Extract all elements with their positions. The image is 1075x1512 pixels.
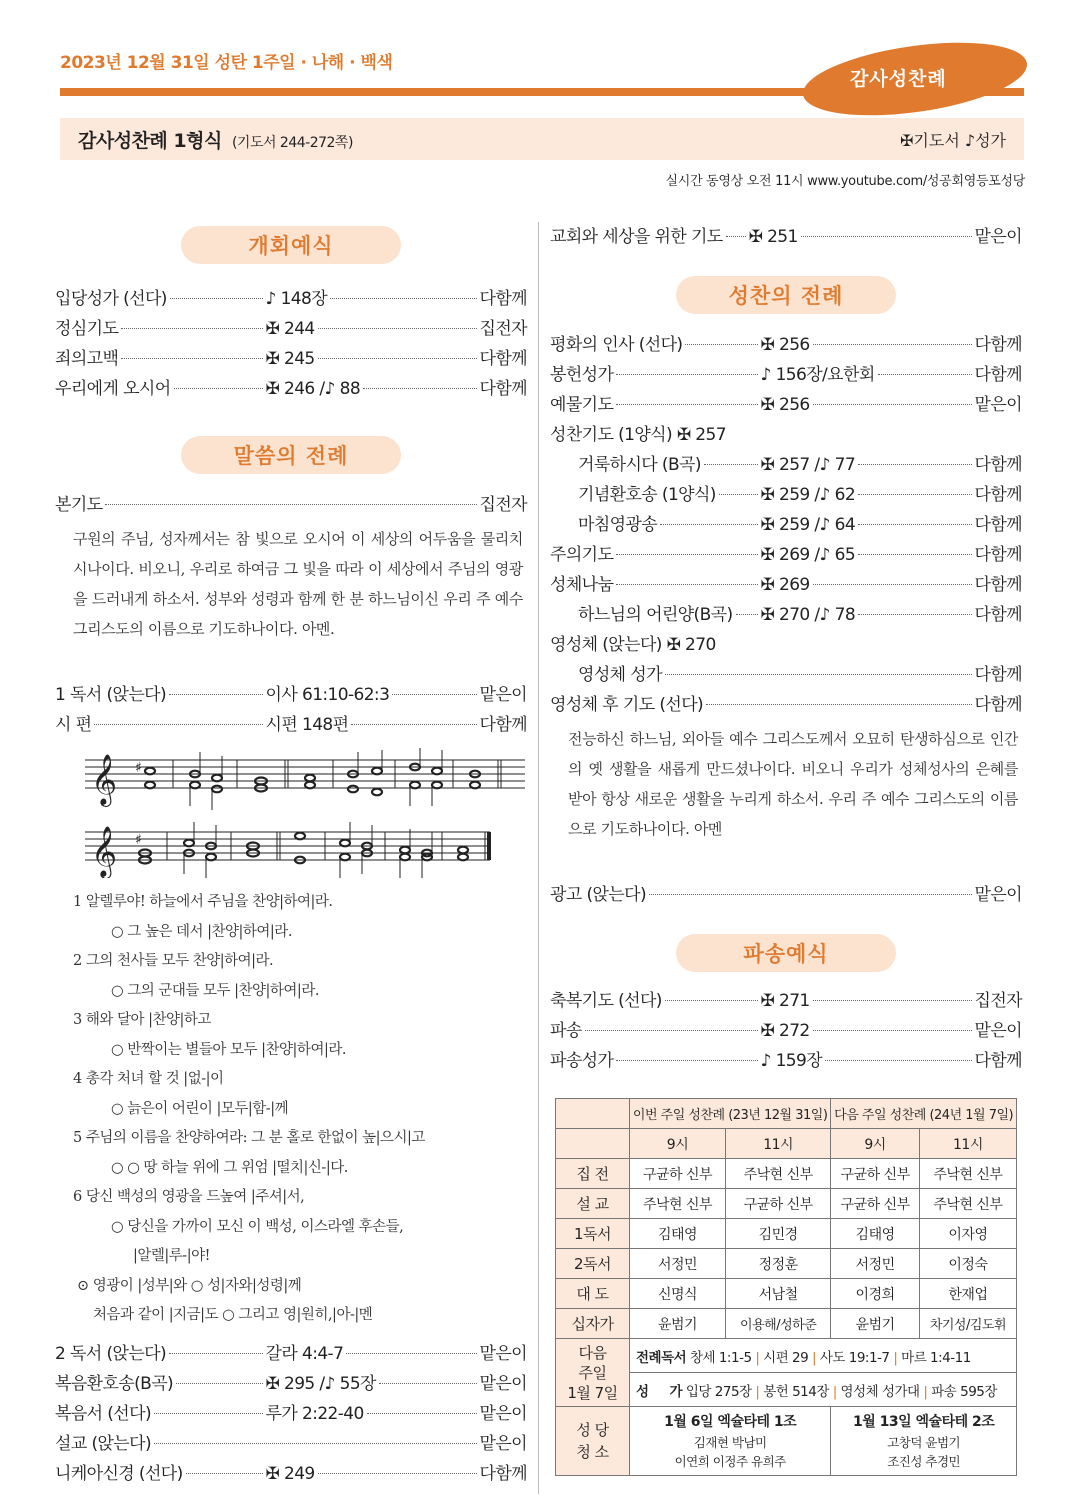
row-ref: ✠ 295 /♪ 55장 <box>265 1373 376 1394</box>
order-row <box>55 344 527 374</box>
table-cell: 김태영 <box>831 1219 920 1249</box>
row-label: 우리에게 오시어 <box>55 379 171 399</box>
order-row-communion-hymn <box>550 660 1022 690</box>
row-ref: ✠ 256 <box>760 395 810 415</box>
cleaning-row <box>556 1407 1017 1476</box>
svg-text:♯: ♯ <box>135 760 142 776</box>
table-cell: 이용해/성하준 <box>726 1309 831 1339</box>
hymns-label: 성 가 <box>636 1383 683 1400</box>
order-row <box>550 390 1022 420</box>
row-ref: ♪ 148장 <box>265 289 328 309</box>
row-ref: ♪ 159장 <box>760 1051 823 1071</box>
psalm-line: 5 주님의 이름을 찬양하여라: 그 분 홀로 한없이 높|으시|고 <box>73 1130 425 1146</box>
header-tag: 감사성찬례 <box>850 68 947 90</box>
next-sunday-readings-row <box>556 1339 1017 1373</box>
hymn: 입당 275장 <box>685 1383 752 1400</box>
psalm-line: 2 그의 천사들 모두 찬양|하여|라. <box>73 953 274 969</box>
psalm-line: 4 총각 처녀 할 것 |없-|이 <box>73 1071 224 1087</box>
row-label: 복음환호송(B곡) <box>55 1373 174 1394</box>
leader-dots <box>616 584 757 585</box>
psalm-line: 3 해와 달아 |찬양|하고 <box>73 1012 211 1028</box>
order-row-agnus <box>550 600 1022 630</box>
row-who: 맡은이 <box>479 1433 527 1454</box>
order-row <box>550 1016 1022 1046</box>
leader-dots <box>121 328 262 329</box>
row-label: 주의기도 <box>550 545 614 565</box>
row-who: 다함께 <box>974 545 1022 565</box>
table-row <box>556 1279 1017 1309</box>
leader-dots <box>665 674 972 675</box>
table-cell: 윤범기 <box>831 1309 920 1339</box>
page-title <box>78 126 353 153</box>
psalm-line: 6 당신 백성의 영광을 드높여 |주셔|서, <box>73 1189 305 1205</box>
order-row <box>55 1429 527 1459</box>
row-ref: ✠ 259 /♪ 62 <box>760 485 856 505</box>
section-header-dismissal: 파송예식 <box>676 934 896 972</box>
row-label: 2 독서 (앉는다) <box>55 1343 166 1364</box>
psalm-line: ○ 늙은이 어린이 |모두|함-|께 <box>111 1100 289 1117</box>
collect-text: 구원의 주님, 성자께서는 참 빛으로 오시어 이 세상의 어두움을 물리치시나이다. 비오니, 우리로 하여금 그 빛을 따라 이 세상에서 주님의 영광을 드러내게 하소서. 성부와 성령과 함께 한 분 하느님이신 우리 주 예수 그리스도의 이름으로 기도하나이다. 아멘. <box>73 530 523 638</box>
table-cell: 한재업 <box>919 1279 1016 1309</box>
leader-dots <box>169 1353 263 1354</box>
leader-dots <box>649 894 972 895</box>
row-ref: ✠ 246 /♪ 88 <box>265 379 361 399</box>
leader-dots <box>706 704 971 705</box>
role-line: 성 당 <box>576 1421 609 1439</box>
row-label: 영성체 (앉는다) ✠ 270 <box>550 635 716 655</box>
leader-dots <box>858 614 971 615</box>
live-stream-link[interactable]: 실시간 동영상 오전 11시 www.youtube.com/성공회영등포성당 <box>665 174 1025 189</box>
time-cell: 9시 <box>831 1129 920 1159</box>
row-who: 다함께 <box>479 715 527 735</box>
leader-dots <box>170 298 263 299</box>
leader-dots <box>154 1413 263 1414</box>
symbol-legend: ✠기도서 ♪성가 <box>900 130 1006 150</box>
leader-dots <box>363 388 476 389</box>
leader-dots <box>858 524 971 525</box>
table-times-row <box>556 1129 1017 1159</box>
table-cell: 이자영 <box>919 1219 1016 1249</box>
row-who: 맡은이 <box>479 685 527 705</box>
reading: 창세 1:1-5 <box>689 1349 752 1366</box>
row-label: 축복기도 (선다) <box>550 991 662 1011</box>
table-cell: 신명식 <box>630 1279 726 1309</box>
leader-dots <box>616 404 757 405</box>
psalm-line: ○ 그 높은 데서 |찬양|하여|라. <box>111 923 292 940</box>
order-row <box>550 360 1022 390</box>
table-cell: 주낙현 신부 <box>726 1159 831 1189</box>
table-row <box>556 1189 1017 1219</box>
row-who: 다함께 <box>974 575 1022 595</box>
table-cell: 정정훈 <box>726 1249 831 1279</box>
table-cell: 주낙현 신부 <box>919 1189 1016 1219</box>
separator: | <box>751 1349 764 1366</box>
leader-dots <box>726 236 746 237</box>
ministry-schedule-table <box>555 1098 1017 1476</box>
psalm-text <box>55 888 527 1331</box>
this-week-header: 이번 주일 성찬례 (23년 12월 31일) <box>630 1099 831 1129</box>
role-line: 다음 <box>578 1343 607 1362</box>
section-header-opening: 개회예식 <box>181 226 401 264</box>
row-who: 다함께 <box>974 1051 1022 1071</box>
gloria-line: 처음과 같이 |지금|도 ○ 그리고 영|원히,|아-|멘 <box>93 1307 373 1323</box>
date-line: 2023년 12월 31일 성탄 1주일 · 나해 · 백색 <box>60 53 393 73</box>
row-label: 성체나눔 <box>550 575 614 595</box>
leader-dots <box>330 298 476 299</box>
leader-dots <box>616 374 757 375</box>
order-row <box>55 374 527 404</box>
table-cell: 주낙현 신부 <box>919 1159 1016 1189</box>
row-label: 마침영광송 <box>578 515 658 535</box>
leader-dots <box>858 494 971 495</box>
leader-dots <box>379 1383 477 1384</box>
hymn: 봉헌 514장 <box>763 1383 829 1400</box>
leader-dots <box>94 724 262 725</box>
communion-heading <box>550 630 1022 660</box>
section-header-word: 말씀의 전례 <box>181 436 401 474</box>
table-cell: 이경희 <box>831 1279 920 1309</box>
gloria-line: ⊙ 영광이 |성부|와 ○ 성|자와|성령|께 <box>77 1277 302 1294</box>
leader-dots <box>704 464 758 465</box>
row-ref: 이사 61:10-62:3 <box>265 685 390 705</box>
leader-dots <box>858 554 971 555</box>
row-who: 맡은이 <box>974 1021 1022 1041</box>
row-label: 교회와 세상을 위한 기도 <box>550 227 723 247</box>
leader-dots <box>813 404 972 405</box>
order-row-psalm <box>55 710 527 740</box>
order-row <box>55 314 527 344</box>
order-row <box>550 450 1022 480</box>
row-ref: ✠ 257 /♪ 77 <box>760 455 856 475</box>
next-sunday-readings <box>630 1339 1017 1373</box>
column-divider <box>538 222 539 1494</box>
table-cell: 구균하 신부 <box>831 1189 920 1219</box>
cleaning-group-title: 1월 13일 엑슐타테 2조 <box>853 1414 995 1430</box>
time-cell: 11시 <box>919 1129 1016 1159</box>
role-line: 주일 <box>578 1363 607 1382</box>
cleaning-role-cell <box>556 1407 630 1476</box>
svg-text:♯: ♯ <box>135 832 142 848</box>
order-row-notices <box>550 880 1022 910</box>
left-column <box>55 222 527 1489</box>
table-row <box>556 1159 1017 1189</box>
row-label: 영성체 성가 <box>578 665 662 685</box>
leader-dots <box>174 388 263 389</box>
row-who: 다함께 <box>974 515 1022 535</box>
cleaning-group-title: 1월 6일 엑슐타테 1조 <box>664 1414 797 1430</box>
table-cell: 김태영 <box>630 1219 726 1249</box>
row-label: 시 편 <box>55 715 92 735</box>
leader-dots <box>318 1473 477 1474</box>
table-cell: 이정숙 <box>919 1249 1016 1279</box>
row-who: 다함께 <box>974 665 1022 685</box>
role-cell: 1독서 <box>556 1219 630 1249</box>
leader-dots <box>660 524 757 525</box>
leader-dots <box>685 344 757 345</box>
separator: | <box>808 1349 820 1366</box>
eucharistic-prayer-heading <box>550 420 1022 450</box>
leader-dots <box>154 1443 477 1444</box>
separator: | <box>919 1383 932 1400</box>
order-row-intercession <box>550 222 1022 252</box>
table-cell: 윤범기 <box>630 1309 726 1339</box>
leader-dots <box>176 1383 262 1384</box>
row-who: 다함께 <box>479 289 527 309</box>
row-ref: ✠ 271 <box>760 991 810 1011</box>
row-who: 맡은이 <box>479 1403 527 1424</box>
order-row <box>55 1339 527 1369</box>
leader-dots <box>813 1030 972 1031</box>
row-label: 평화의 인사 (선다) <box>550 335 683 355</box>
leader-dots <box>616 554 757 555</box>
leader-dots <box>318 328 477 329</box>
cleaning-members: 조진성 추경민 <box>887 1454 961 1469</box>
leader-dots <box>665 1000 758 1001</box>
row-who: 맡은이 <box>974 227 1022 247</box>
right-column <box>550 222 1022 1076</box>
order-row-post-communion <box>550 690 1022 720</box>
row-label: 정심기도 <box>55 319 119 339</box>
row-ref: ✠ 256 <box>760 335 810 355</box>
order-row <box>550 330 1022 360</box>
table-cell: 구균하 신부 <box>831 1159 920 1189</box>
cleaning-members: 이연희 이정주 유희주 <box>674 1454 786 1469</box>
hymn: 파송 595장 <box>931 1383 997 1400</box>
leader-dots <box>346 1353 476 1354</box>
psalm-line: ○ 그의 군대들 모두 |찬양|하여|라. <box>111 982 319 999</box>
leader-dots <box>392 694 476 695</box>
order-row-fraction <box>550 570 1022 600</box>
table-cell: 김민경 <box>726 1219 831 1249</box>
row-who: 다함께 <box>974 335 1022 355</box>
table-row <box>556 1219 1017 1249</box>
next-week-header: 다음 주일 성찬례 (24년 1월 7일) <box>831 1099 1017 1129</box>
table-header-row <box>556 1099 1017 1129</box>
table-corner <box>556 1099 630 1129</box>
row-label: 파송 <box>550 1021 582 1041</box>
row-ref: ✠ 249 <box>265 1463 315 1484</box>
hymn: 영성체 성가대 <box>840 1383 920 1400</box>
row-who: 다함께 <box>479 379 527 399</box>
next-sunday-role-cell <box>556 1339 630 1407</box>
leader-dots <box>813 1000 972 1001</box>
row-label: 하느님의 어린양(B곡) <box>578 605 733 625</box>
psalm-line: ○ ○ 땅 하늘 위에 그 위엄 |떨치|신-|다. <box>111 1159 348 1176</box>
order-row-collect <box>55 490 527 520</box>
row-label: 예물기도 <box>550 395 614 415</box>
row-label: 거룩하시다 (B곡) <box>578 455 701 475</box>
row-who: 다함께 <box>974 485 1022 505</box>
role-line: 청 소 <box>576 1443 609 1461</box>
order-row-lords-prayer <box>550 540 1022 570</box>
row-who: 맡은이 <box>974 395 1022 415</box>
psalm-line: |알렐|루-|야! <box>133 1248 210 1264</box>
row-label: 1 독서 (앉는다) <box>55 685 166 705</box>
row-label: 봉헌성가 <box>550 365 614 385</box>
leader-dots <box>367 1413 477 1414</box>
row-label: 광고 (앉는다) <box>550 885 646 905</box>
separator: | <box>828 1383 841 1400</box>
table-corner <box>556 1129 630 1159</box>
page-title-text: 감사성찬례 1형식 <box>78 129 222 152</box>
table-cell: 구균하 신부 <box>630 1159 726 1189</box>
leader-dots <box>825 1060 971 1061</box>
row-ref: 시편 148편 <box>265 715 349 735</box>
separator: | <box>751 1383 764 1400</box>
leader-dots <box>616 1060 757 1061</box>
row-who: 다함께 <box>974 455 1022 475</box>
row-label: 기념환호송 (1양식) <box>578 485 716 505</box>
readings-label: 전례독서 <box>636 1349 687 1366</box>
section-header-eucharist: 성찬의 전례 <box>676 276 896 314</box>
row-who: 집전자 <box>974 991 1022 1011</box>
row-who: 맡은이 <box>974 885 1022 905</box>
leader-dots <box>736 614 758 615</box>
row-ref: ✠ 272 <box>760 1021 810 1041</box>
leader-dots <box>186 1473 263 1474</box>
leader-dots <box>169 694 263 695</box>
page-title-sub: (기도서 244-272쪽) <box>231 134 353 151</box>
row-ref: ✠ 259 /♪ 64 <box>760 515 856 535</box>
row-who: 다함께 <box>974 365 1022 385</box>
table-cell: 주낙현 신부 <box>630 1189 726 1219</box>
row-who: 집전자 <box>479 495 527 515</box>
leader-dots <box>813 344 972 345</box>
order-row <box>55 1459 527 1489</box>
row-who: 다함께 <box>479 349 527 369</box>
time-cell: 11시 <box>726 1129 831 1159</box>
leader-dots <box>318 358 477 359</box>
table-cell: 서남철 <box>726 1279 831 1309</box>
cleaning-members: 김재현 박남미 <box>693 1435 767 1450</box>
leader-dots <box>801 236 972 237</box>
row-who: 다함께 <box>974 605 1022 625</box>
leader-dots <box>351 724 476 725</box>
row-label: 니케아신경 (선다) <box>55 1463 183 1484</box>
row-ref: 갈라 4:4-7 <box>265 1343 344 1364</box>
svg-text:𝄞: 𝄞 <box>91 754 118 805</box>
row-label: 파송성가 <box>550 1051 614 1071</box>
leader-dots <box>813 584 972 585</box>
row-ref: ✠ 251 <box>748 227 798 247</box>
reading: 마르 1:4-11 <box>901 1349 971 1366</box>
row-ref: ✠ 270 /♪ 78 <box>760 605 856 625</box>
order-row <box>550 1046 1022 1076</box>
row-label: 죄의고백 <box>55 349 119 369</box>
role-cell: 설 교 <box>556 1189 630 1219</box>
row-who: 맡은이 <box>479 1343 527 1364</box>
cleaning-group <box>831 1407 1017 1476</box>
leader-dots <box>858 464 971 465</box>
row-ref: ✠ 269 /♪ 65 <box>760 545 856 565</box>
leader-dots <box>878 374 972 375</box>
leader-dots <box>121 358 262 359</box>
post-communion-text: 전능하신 하느님, 외아들 예수 그리스도께서 오묘히 탄생하심으로 인간의 옛 생활을 새롭게 만드셨나이다. 비오니 우리가 성체성사의 은혜를 받아 항상 새로운 생활을 누리게 하소서. 우리 주 예수 그리스도의 이름으로 기도하나이다. 아멘 <box>568 730 1018 838</box>
reading: 시편 29 <box>763 1349 809 1366</box>
svg-text:𝄞: 𝄞 <box>91 826 118 877</box>
separator: | <box>889 1349 902 1366</box>
leader-dots <box>585 1030 758 1031</box>
table-cell: 차기성/김도휘 <box>919 1309 1016 1339</box>
role-cell: 대 도 <box>556 1279 630 1309</box>
order-row-reading1 <box>55 680 527 710</box>
cleaning-members: 고창덕 윤범기 <box>887 1435 961 1450</box>
next-sunday-hymns <box>630 1373 1017 1407</box>
role-line: 1월 7일 <box>567 1383 618 1402</box>
psalm-line: 1 알렐루야! 하늘에서 주님을 찬양|하여|라. <box>73 894 333 910</box>
row-ref: ✠ 245 <box>265 349 315 369</box>
row-ref: ✠ 244 <box>265 319 315 339</box>
role-cell: 집 전 <box>556 1159 630 1189</box>
role-cell: 십자가 <box>556 1309 630 1339</box>
row-label: 설교 (앉는다) <box>55 1433 151 1454</box>
row-who: 집전자 <box>479 319 527 339</box>
order-row <box>55 1369 527 1399</box>
order-row <box>550 480 1022 510</box>
title-bar <box>60 118 1024 160</box>
row-who: 맡은이 <box>479 1373 527 1394</box>
row-label: 영성체 후 기도 (선다) <box>550 695 704 715</box>
order-row <box>550 510 1022 540</box>
leader-dots <box>105 504 476 505</box>
table-cell: 서정민 <box>630 1249 726 1279</box>
row-ref: ✠ 269 <box>760 575 810 595</box>
role-cell: 2독서 <box>556 1249 630 1279</box>
order-row <box>55 284 527 314</box>
row-label: 입당성가 (선다) <box>55 289 167 309</box>
table-row <box>556 1249 1017 1279</box>
psalm-line: ○ 당신을 가까이 모신 이 백성, 이스라엘 후손들, <box>111 1218 404 1235</box>
row-label: 복음서 (선다) <box>55 1403 151 1424</box>
time-cell: 9시 <box>630 1129 726 1159</box>
cleaning-group <box>630 1407 831 1476</box>
order-row <box>550 986 1022 1016</box>
row-who: 다함께 <box>974 695 1022 715</box>
table-row <box>556 1309 1017 1339</box>
row-ref: 루가 2:22-40 <box>265 1403 364 1424</box>
psalm-chant-notation <box>85 748 525 878</box>
row-ref: ♪ 156장/요한회 <box>760 365 875 385</box>
row-label: 본기도 <box>55 495 103 515</box>
row-who: 다함께 <box>479 1463 527 1484</box>
psalm-line: ○ 반짝이는 별들아 모두 |찬양|하여|라. <box>111 1041 346 1058</box>
leader-dots <box>719 494 758 495</box>
order-row <box>55 1399 527 1429</box>
row-label: 성찬기도 (1양식) ✠ 257 <box>550 425 726 445</box>
reading: 사도 19:1-7 <box>819 1349 890 1366</box>
table-cell: 구균하 신부 <box>726 1189 831 1219</box>
table-cell: 서정민 <box>831 1249 920 1279</box>
